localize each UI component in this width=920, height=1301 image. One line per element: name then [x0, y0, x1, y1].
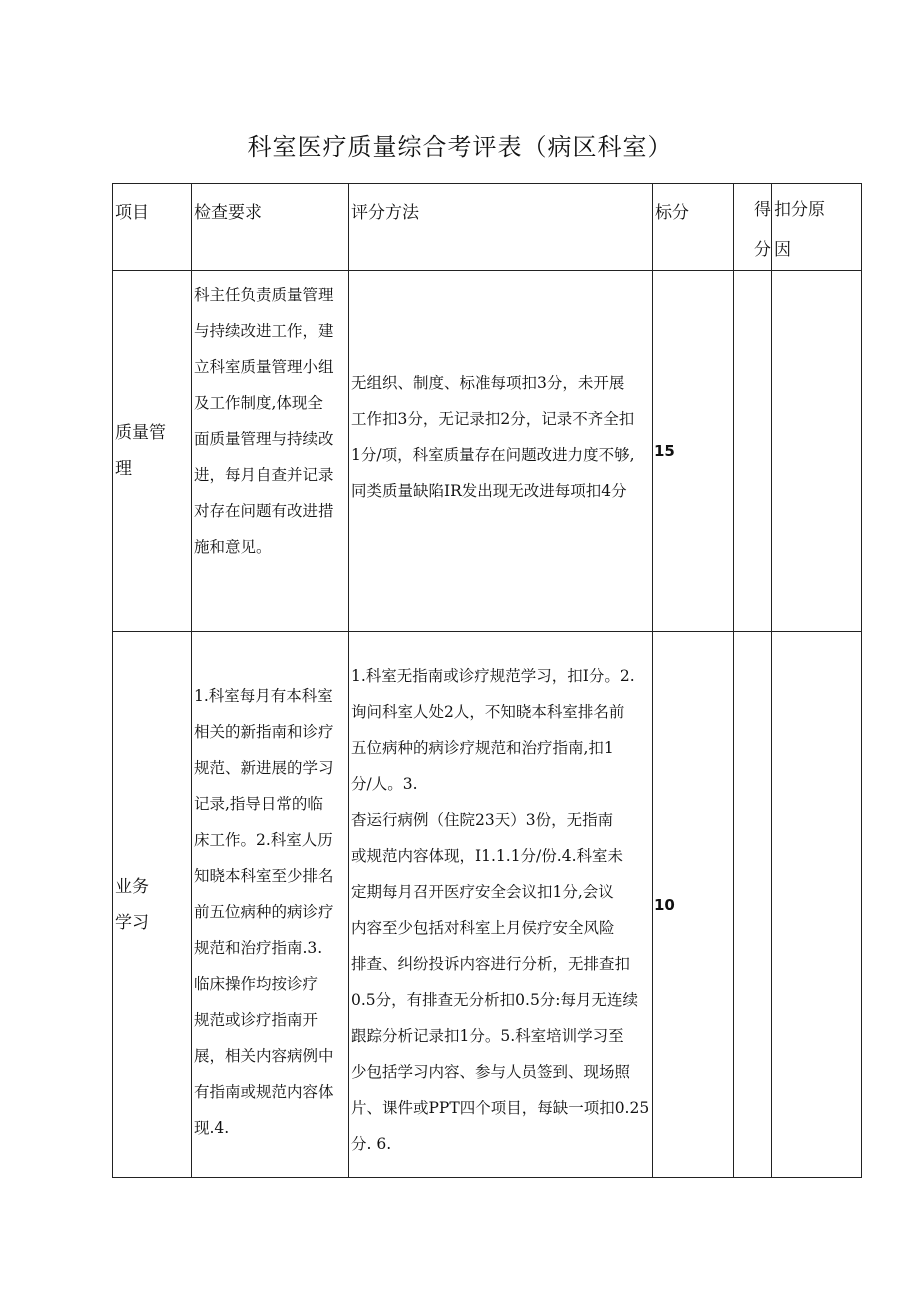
requirement-text: 科主任负责质量管理 与持续改进工作，建 立科室质量管理小组 及工作制度,体现全 面质量管理与持续改 进，每月自查并记录 对存在问题有改进措 施和意见。 [194, 286, 334, 556]
requirement-text: 1.科室每月有本科室 相关的新指南和诊疗 规范、新进展的学习 记录,指导日常的临 床工作。2.科室人历 知晓本科室至少排名 前五位病种的病诊疗 规范和治疗指南.3. 临床操作均按诊疗 规范或诊疗指南开 展，相关内容病例中 有指南或规范内容体 现.4. [194, 687, 334, 1137]
header-method: 评分方法 [351, 203, 419, 223]
method-text: 1.科室无指南或诊疗规范学习，扣I分。2. 询问科室人处2人，不知晓本科室排名前 五位病种的病诊疗规范和治疗指南,扣1 分/人。3. 杳运行病例（住院23天）3份，无指南 或规范内容体现，I1.1.1分/份.4.科室未 定期每月召开医疗安全会议扣1分,会议 内容至少包括对科室上月侯疗安全风险 排查、纠纷投诉内容进行分析，无排查扣 0.5分，有排查无分析扣0.5分:每月无连续 跟踪分析记录扣1分。5.科室培训学习至 少包括学习内容、参与人员签到、现场照 片、课件或PPT四个项目，每缺一项扣0.25 分. 6. [351, 667, 650, 1153]
score-cell [653, 632, 734, 1178]
score-value: 15 [654, 442, 675, 460]
document-title: 科室医疗质量综合考评表（病区科室） [247, 133, 673, 161]
header-item-cell [113, 184, 192, 271]
header-got-top: 得 [754, 200, 771, 220]
header-reason-bottom: 因 [774, 240, 791, 260]
header-score: 标分 [655, 203, 689, 223]
deduction-reason-cell [772, 632, 862, 1178]
got-score-cell [734, 632, 772, 1178]
header-item: 项目 [115, 203, 149, 223]
method-cell [349, 271, 653, 632]
method-text: 无组织、制度、标准每项扣3分，未开展 工作扣3分，无记录扣2分，记录不齐全扣 1分/项，科室质量存在问题改进力度不够, 同类质量缺陷IR发出现无改进每项扣4分 [351, 374, 635, 500]
header-method-cell [349, 184, 653, 271]
item-cell [113, 632, 192, 1178]
header-score-cell [653, 184, 734, 271]
table-header-row [113, 184, 862, 271]
method-cell [349, 632, 653, 1178]
requirement-cell [192, 271, 349, 632]
header-requirement: 检查要求 [194, 203, 262, 223]
header-got-bottom: 分 [754, 240, 771, 260]
item-cell [113, 271, 192, 632]
deduction-reason-cell [772, 271, 862, 632]
score-cell [653, 271, 734, 632]
item-name: 质量管 理 [115, 423, 166, 479]
requirement-cell [192, 632, 349, 1178]
header-got-cell [734, 184, 772, 271]
header-requirement-cell [192, 184, 349, 271]
got-score-cell [734, 271, 772, 632]
header-reason-cell [772, 184, 862, 271]
evaluation-table [112, 183, 862, 1178]
table-row [113, 271, 862, 632]
item-name: 业务 学习 [115, 876, 149, 933]
table-row [113, 632, 862, 1178]
header-reason-top: 扣分原 [774, 200, 825, 220]
score-value: 10 [654, 895, 675, 914]
